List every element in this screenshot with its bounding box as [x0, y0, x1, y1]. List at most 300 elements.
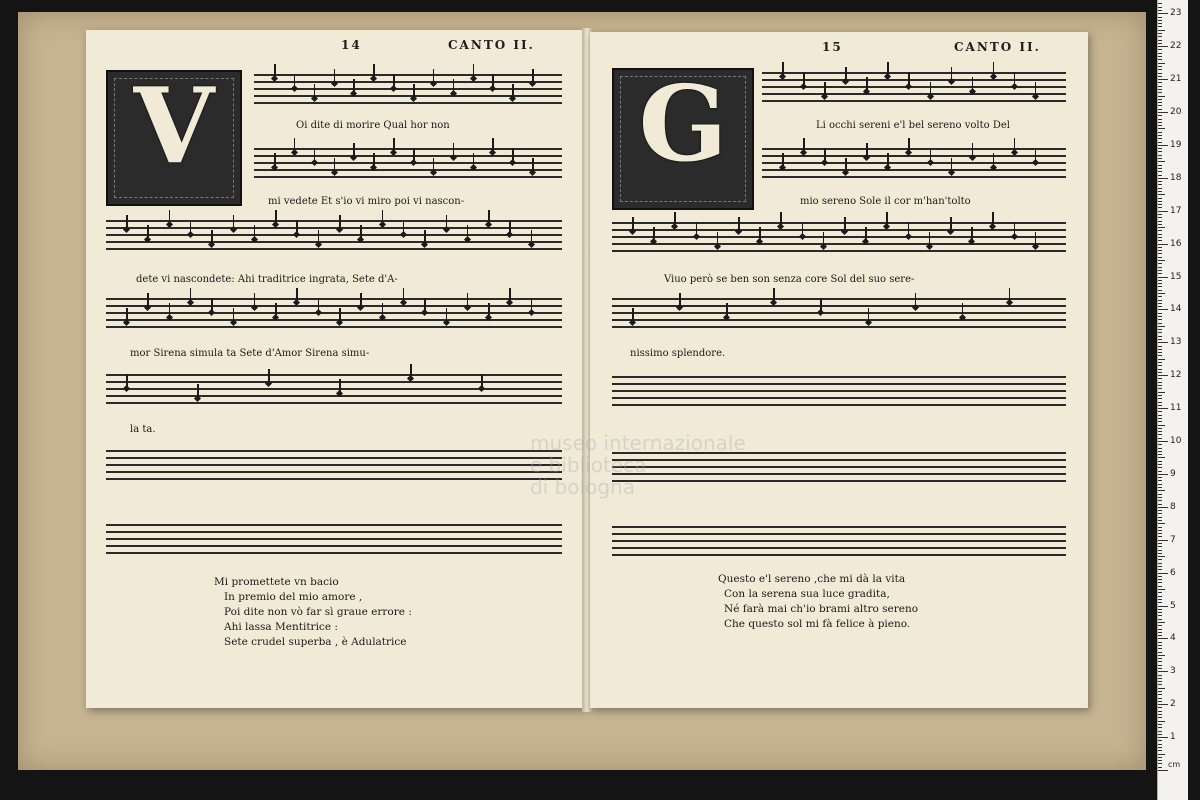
- ruler-tick: [1158, 20, 1162, 21]
- initial-letter: G: [638, 68, 728, 185]
- poem-line: In premio del mio amore ,: [224, 591, 363, 603]
- ruler-tick: [1158, 573, 1168, 574]
- ruler-tick: [1158, 171, 1162, 172]
- ruler-tick: [1158, 724, 1162, 725]
- ruler-tick: [1158, 86, 1162, 87]
- staff-line: [762, 169, 1066, 171]
- left-page: [86, 30, 586, 708]
- ruler-tick: [1158, 543, 1162, 544]
- staff-line: [612, 383, 1066, 385]
- ruler-tick: [1158, 428, 1162, 429]
- ruler-tick: [1158, 425, 1165, 426]
- ruler-tick: [1158, 362, 1162, 363]
- lyric-line: Viuo però se ben son senza core Sol del suo sere-: [664, 274, 915, 285]
- note-stem: [481, 374, 483, 388]
- ruler-tick: [1158, 188, 1162, 189]
- ruler-number: 9: [1170, 468, 1176, 479]
- ruler-tick: [1158, 546, 1162, 547]
- ruler-tick: [1158, 96, 1165, 97]
- ruler-tick: [1158, 323, 1162, 324]
- note-stem: [674, 212, 676, 226]
- ruler-tick: [1158, 43, 1162, 44]
- ruler-tick: [1158, 563, 1162, 564]
- note-stem: [190, 288, 192, 302]
- note-stem: [492, 138, 494, 152]
- poem-stanza-right: [718, 572, 918, 632]
- ruler-tick: [1158, 500, 1162, 501]
- ruler-unit: cm: [1168, 760, 1181, 769]
- note-stem: [169, 303, 171, 317]
- ruler-tick: [1158, 250, 1162, 251]
- note-stem: [866, 143, 868, 157]
- ruler-tick: [1158, 355, 1162, 356]
- poem-line: Poi dite non vò far sì graue errore :: [224, 606, 412, 618]
- ruler-tick: [1158, 135, 1162, 136]
- ruler-tick: [1158, 596, 1162, 597]
- note-stem: [126, 308, 128, 322]
- note-stem: [473, 64, 475, 78]
- ruler-number: 10: [1170, 436, 1182, 446]
- note-stem: [294, 74, 296, 88]
- note-stem: [275, 210, 277, 224]
- ruler-tick: [1158, 204, 1162, 205]
- ruler-tick: [1158, 740, 1162, 741]
- ruler-tick: [1158, 451, 1162, 452]
- staff-line: [612, 390, 1066, 392]
- ruler-tick: [1158, 132, 1162, 133]
- note-stem: [696, 222, 698, 236]
- note-stem: [512, 148, 514, 162]
- staff-line: [612, 243, 1066, 245]
- ruler-tick: [1158, 273, 1162, 274]
- staff-line: [106, 395, 562, 397]
- lyric-line: mi vedete Et s'io vi miro poi vi nascon-: [268, 196, 465, 207]
- note-stem: [532, 158, 534, 172]
- note-stem: [824, 148, 826, 162]
- ruler-tick: [1158, 681, 1162, 682]
- ruler-tick: [1158, 109, 1162, 110]
- note-stem: [382, 210, 384, 224]
- note-stem: [446, 308, 448, 322]
- note-stem: [824, 82, 826, 96]
- ruler-tick: [1158, 490, 1165, 491]
- ruler-tick: [1158, 678, 1162, 679]
- note-stem: [233, 308, 235, 322]
- staff-line: [254, 81, 562, 83]
- ruler-tick: [1158, 497, 1162, 498]
- ruler-tick: [1158, 244, 1168, 245]
- ruler-tick: [1158, 599, 1162, 600]
- ruler-tick: [1158, 530, 1162, 531]
- ruler-tick: [1158, 13, 1168, 14]
- ruler-tick: [1158, 622, 1165, 623]
- music-staff: [762, 72, 1066, 102]
- empty-staff: [612, 526, 1066, 556]
- ruler-tick: [1158, 79, 1168, 80]
- ruler-tick: [1158, 286, 1162, 287]
- music-staff: [106, 220, 562, 250]
- note-stem: [1035, 232, 1037, 246]
- note-stem: [147, 293, 149, 307]
- note-stem: [773, 288, 775, 302]
- poem-line: Con la serena sua luce gradita,: [724, 588, 890, 600]
- ruler-tick: [1158, 494, 1162, 495]
- ruler-number: 11: [1170, 403, 1182, 414]
- poem-line: Ahi lassa Mentitrice :: [224, 621, 338, 633]
- ruler-tick: [1158, 23, 1162, 24]
- ruler-tick: [1158, 191, 1162, 192]
- ruler-tick: [1158, 675, 1162, 676]
- ruler-tick: [1158, 26, 1162, 27]
- ruler-tick: [1158, 263, 1162, 264]
- ruler-number: 13: [1170, 337, 1182, 348]
- ruler-tick: [1158, 520, 1162, 521]
- note-stem: [413, 84, 415, 98]
- ruler-tick: [1158, 112, 1168, 113]
- ruler-tick: [1158, 767, 1162, 768]
- staff-line: [106, 248, 562, 250]
- staff-line: [106, 402, 562, 404]
- initial-letter: V: [133, 70, 215, 187]
- ruler-tick: [1158, 349, 1162, 350]
- ruler-number: 2: [1170, 699, 1176, 710]
- ruler-tick: [1158, 408, 1168, 409]
- ruler-tick: [1158, 691, 1162, 692]
- ruler-tick: [1158, 227, 1165, 228]
- note-stem: [782, 62, 784, 76]
- ruler-tick: [1158, 36, 1162, 37]
- ruler-tick: [1158, 438, 1162, 439]
- note-stem: [1014, 138, 1016, 152]
- note-stem: [360, 225, 362, 239]
- ruler-number: 16: [1170, 238, 1182, 249]
- ruler-tick: [1158, 504, 1162, 505]
- ruler-tick: [1158, 731, 1162, 732]
- staff-line: [612, 540, 1066, 542]
- ruler-number: 8: [1170, 501, 1176, 512]
- note-stem: [844, 217, 846, 231]
- staff-line: [106, 388, 562, 390]
- ruler-tick: [1158, 372, 1162, 373]
- ruler-tick: [1158, 175, 1162, 176]
- note-stem: [254, 293, 256, 307]
- ruler-tick: [1158, 471, 1162, 472]
- ruler-tick: [1158, 184, 1162, 185]
- poem-stanza-left: [214, 575, 412, 650]
- note-stem: [488, 210, 490, 224]
- note-stem: [190, 220, 192, 234]
- staff-line: [106, 298, 562, 300]
- page-number-right: 15: [822, 40, 843, 54]
- ruler-tick: [1158, 694, 1162, 695]
- note-stem: [296, 288, 298, 302]
- ruler-tick: [1158, 142, 1162, 143]
- ruler-tick: [1158, 737, 1168, 738]
- note-stem: [467, 225, 469, 239]
- note-stem: [373, 153, 375, 167]
- ruler-tick: [1158, 382, 1162, 383]
- lyric-line: mio sereno Sole il cor m'han'tolto: [800, 196, 971, 207]
- ruler-tick: [1158, 392, 1165, 393]
- staff-line: [254, 74, 562, 76]
- empty-staff: [106, 450, 562, 480]
- note-stem: [1009, 288, 1011, 302]
- ruler-tick: [1158, 253, 1162, 254]
- note-stem: [413, 148, 415, 162]
- staff-line: [762, 86, 1066, 88]
- ruler-tick: [1158, 441, 1168, 442]
- ruler-tick: [1158, 326, 1165, 327]
- note-stem: [254, 225, 256, 239]
- ruler-tick: [1158, 655, 1165, 656]
- ruler-tick: [1158, 40, 1162, 41]
- ruler-tick: [1158, 763, 1162, 764]
- ruler-tick: [1158, 510, 1162, 511]
- ruler-tick: [1158, 454, 1162, 455]
- ruler-tick: [1158, 198, 1162, 199]
- note-stem: [993, 62, 995, 76]
- ruler-tick: [1158, 33, 1162, 34]
- ruler-tick: [1158, 658, 1162, 659]
- note-stem: [410, 364, 412, 378]
- ruler-tick: [1158, 576, 1162, 577]
- ruler-tick: [1158, 536, 1162, 537]
- ruler-tick: [1158, 280, 1162, 281]
- staff-line: [106, 545, 562, 547]
- music-staff: [612, 298, 1066, 328]
- ruler-tick: [1158, 300, 1162, 301]
- staff-line: [762, 155, 1066, 157]
- ruler-tick: [1158, 707, 1162, 708]
- note-stem: [951, 67, 953, 81]
- staff-line: [254, 102, 562, 104]
- note-stem: [433, 158, 435, 172]
- ruler-tick: [1158, 7, 1162, 8]
- ruler-tick: [1158, 17, 1162, 18]
- note-stem: [915, 293, 917, 307]
- ruler-tick: [1158, 194, 1165, 195]
- library-watermark: [530, 432, 746, 498]
- watermark-line: di bologna: [530, 475, 635, 499]
- ruler-tick: [1158, 579, 1162, 580]
- staff-line: [612, 326, 1066, 328]
- note-stem: [780, 212, 782, 226]
- note-stem: [717, 232, 719, 246]
- note-stem: [803, 138, 805, 152]
- staff-line: [106, 220, 562, 222]
- staff-line: [106, 241, 562, 243]
- ruler-tick: [1158, 99, 1162, 100]
- staff-line: [106, 464, 562, 466]
- ruler-tick: [1158, 221, 1162, 222]
- music-staff: [106, 298, 562, 328]
- ruler-tick: [1158, 665, 1162, 666]
- page-number-left: 14: [341, 38, 362, 52]
- note-stem: [314, 148, 316, 162]
- ruler-tick: [1158, 290, 1162, 291]
- ruler-tick: [1158, 332, 1162, 333]
- staff-line: [612, 250, 1066, 252]
- note-stem: [318, 298, 320, 312]
- ruler-tick: [1158, 76, 1162, 77]
- staff-line: [612, 554, 1066, 556]
- ruler-tick: [1158, 619, 1162, 620]
- staff-line: [106, 319, 562, 321]
- ruler-tick: [1158, 721, 1165, 722]
- note-stem: [993, 153, 995, 167]
- ruler-tick: [1158, 747, 1162, 748]
- ruler-tick: [1158, 247, 1162, 248]
- note-stem: [972, 143, 974, 157]
- ruler-tick: [1158, 378, 1162, 379]
- ruler-number: 14: [1170, 304, 1182, 315]
- note-stem: [887, 153, 889, 167]
- ruler-tick: [1158, 342, 1168, 343]
- note-stem: [373, 64, 375, 78]
- ruler-number: 4: [1170, 633, 1176, 644]
- ruler-tick: [1158, 388, 1162, 389]
- note-stem: [726, 303, 728, 317]
- ruler-tick: [1158, 359, 1165, 360]
- note-stem: [868, 308, 870, 322]
- ruler-tick: [1158, 645, 1162, 646]
- note-stem: [339, 308, 341, 322]
- poem-line: Mi promettete vn bacio: [214, 576, 339, 588]
- ruler-tick: [1158, 582, 1162, 583]
- ruler-tick: [1158, 329, 1162, 330]
- ruler-number: 3: [1170, 666, 1176, 677]
- note-stem: [233, 215, 235, 229]
- ruler-tick: [1158, 10, 1162, 11]
- watermark-line: e biblioteca: [530, 453, 647, 477]
- note-stem: [488, 303, 490, 317]
- note-stem: [845, 67, 847, 81]
- staff-line: [612, 376, 1066, 378]
- staff-line: [762, 72, 1066, 74]
- staff-line: [612, 319, 1066, 321]
- ruler-tick: [1158, 477, 1162, 478]
- ruler-tick: [1158, 211, 1168, 212]
- note-stem: [393, 74, 395, 88]
- ruler-tick: [1158, 336, 1162, 337]
- note-stem: [339, 215, 341, 229]
- ruler-tick: [1158, 418, 1162, 419]
- ruler-tick: [1158, 138, 1162, 139]
- ruler-tick: [1158, 398, 1162, 399]
- note-stem: [467, 293, 469, 307]
- ruler-tick: [1158, 82, 1162, 83]
- note-stem: [473, 153, 475, 167]
- staff-line: [254, 155, 562, 157]
- ruler-number: 7: [1170, 534, 1176, 545]
- music-staff: [612, 222, 1066, 252]
- ruler-tick: [1158, 566, 1162, 567]
- measurement-ruler: [1157, 0, 1188, 800]
- note-stem: [782, 153, 784, 167]
- music-staff: [254, 148, 562, 178]
- staff-line: [612, 397, 1066, 399]
- note-stem: [823, 232, 825, 246]
- ruler-tick: [1158, 559, 1162, 560]
- staff-line: [612, 236, 1066, 238]
- ruler-tick: [1158, 629, 1162, 630]
- note-stem: [126, 374, 128, 388]
- ruler-tick: [1158, 66, 1162, 67]
- ruler-tick: [1158, 750, 1162, 751]
- note-stem: [803, 72, 805, 86]
- note-stem: [294, 138, 296, 152]
- ruler-tick: [1158, 59, 1162, 60]
- ruler-tick: [1158, 105, 1162, 106]
- note-stem: [886, 212, 888, 226]
- ruler-tick: [1158, 49, 1162, 50]
- ruler-tick: [1158, 757, 1162, 758]
- ruler-tick: [1158, 609, 1162, 610]
- ruler-tick: [1158, 586, 1162, 587]
- ruler-tick: [1158, 240, 1162, 241]
- ruler-tick: [1158, 296, 1162, 297]
- note-stem: [274, 153, 276, 167]
- staff-line: [612, 404, 1066, 406]
- staff-line: [762, 100, 1066, 102]
- ruler-tick: [1158, 711, 1162, 712]
- decorated-initial-v: [106, 70, 242, 206]
- ruler-number: 21: [1170, 74, 1182, 85]
- ruler-tick: [1158, 474, 1168, 475]
- ruler-tick: [1158, 119, 1162, 120]
- ruler-tick: [1158, 527, 1162, 528]
- ruler-tick: [1158, 73, 1162, 74]
- ruler-tick: [1158, 550, 1162, 551]
- note-stem: [531, 230, 533, 244]
- ruler-tick: [1158, 201, 1162, 202]
- ruler-tick: [1158, 602, 1162, 603]
- ruler-tick: [1158, 293, 1165, 294]
- staff-line: [762, 79, 1066, 81]
- ruler-tick: [1158, 303, 1162, 304]
- staff-line: [762, 93, 1066, 95]
- staff-line: [106, 457, 562, 459]
- note-stem: [950, 217, 952, 231]
- ruler-tick: [1158, 161, 1165, 162]
- ruler-tick: [1158, 3, 1162, 4]
- note-stem: [211, 298, 213, 312]
- ruler-tick: [1158, 316, 1162, 317]
- note-stem: [865, 227, 867, 241]
- ruler-tick: [1158, 155, 1162, 156]
- ruler-tick: [1158, 642, 1162, 643]
- ruler-tick: [1158, 487, 1162, 488]
- staff-line: [612, 547, 1066, 549]
- ruler-tick: [1158, 224, 1162, 225]
- ruler-tick: [1158, 207, 1162, 208]
- note-stem: [453, 143, 455, 157]
- ruler-tick: [1158, 606, 1168, 607]
- staff-line: [106, 305, 562, 307]
- ruler-tick: [1158, 306, 1162, 307]
- ruler-tick: [1158, 125, 1162, 126]
- note-stem: [632, 217, 634, 231]
- ruler-number: 20: [1170, 107, 1182, 117]
- ruler-tick: [1158, 313, 1162, 314]
- ruler-tick: [1158, 89, 1162, 90]
- note-stem: [653, 227, 655, 241]
- ruler-tick: [1158, 148, 1162, 149]
- note-stem: [274, 64, 276, 78]
- note-stem: [314, 84, 316, 98]
- ruler-tick: [1158, 717, 1162, 718]
- staff-line: [106, 552, 562, 554]
